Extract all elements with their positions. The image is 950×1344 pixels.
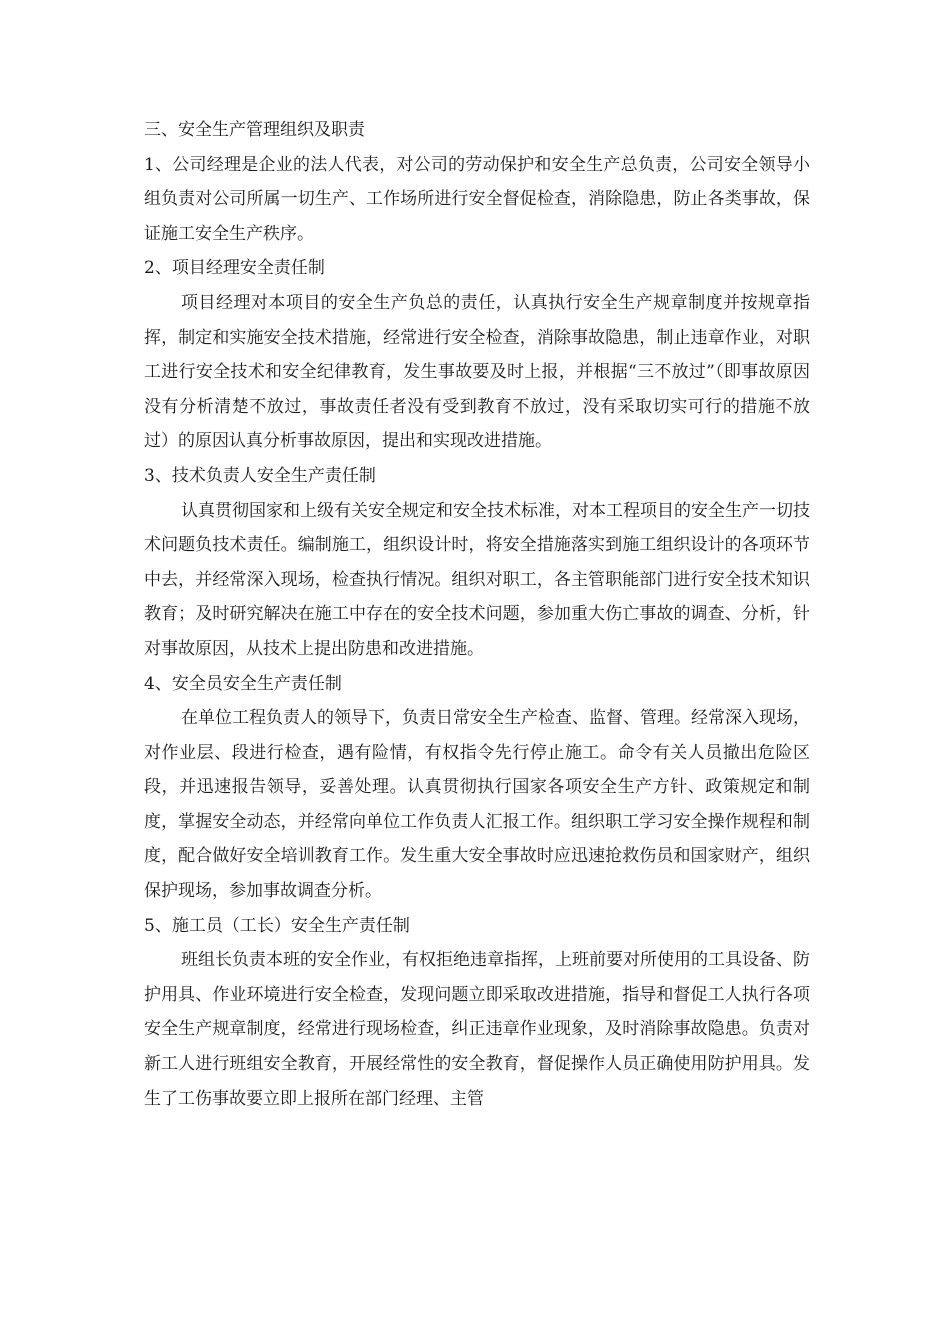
item-heading-technical-lead: 3、技术负责人安全生产责任制 [144, 465, 376, 486]
document-body [144, 113, 810, 1116]
item-body-project-manager: 项目经理对本项目的安全生产负总的责任，认真执行安全生产规章制度并按规章指挥，制定和实施安全技术措施，经常进行安全检查，消除事故隐患，制止违章作业，对职工进行安全技术和安全纪律教育，发生事故要及时上报，并根据“三不放过”（即事故原因没有分析清楚不放过，事故责任者没有受到教育不放过，没有采取切实可行的措施不放过）的原因认真分析事故原因，提出和实现改进措施。 [144, 292, 810, 452]
item-body-safety-officer: 在单位工程负责人的领导下，负责日常安全生产检查、监督、管理。经常深入现场，对作业层、段进行检查，遇有险情，有权指令先行停止施工。命令有关人员撤出危险区段，并迅速报告领导，妥善处理。认真贯彻执行国家各项安全生产方针、政策规定和制度，掌握安全动态，并经常向单位工作负责人汇报工作。组织职工学习安全操作规程和制度，配合做好安全培训教育工作。发生重大安全事故时应迅速抢救伤员和国家财产，组织保护现场，参加事故调查分析。 [144, 708, 810, 902]
item-heading-safety-officer: 4、安全员安全生产责任制 [144, 673, 342, 694]
item-body-foreman: 班组长负责本班的安全作业，有权拒绝违章指挥，上班前要对所使用的工具设备、防护用具、作业环境进行安全检查，发现问题立即采取改进措施，指导和督促工人执行各项安全生产规章制度，经常进行现场检查，纠正违章作业现象，及时消除事故隐患。负责对新工人进行班组安全教育，开展经常性的安全教育，督促操作人员正确使用防护用具。发生了工伤事故要立即上报所在部门经理、主管 [144, 950, 810, 1109]
intro-paragraph: 1、公司经理是企业的法人代表，对公司的劳动保护和安全生产总负责，公司安全领导小组负责对公司所属一切生产、工作场所进行安全督促检查，消除隐患，防止各类事故，保证施工安全生产秩序。 [144, 154, 810, 244]
section-title: 三、安全生产管理组织及职责 [144, 120, 365, 140]
item-heading-foreman: 5、施工员（工长）安全生产责任制 [144, 915, 410, 936]
item-heading-project-manager: 2、项目经理安全责任制 [144, 258, 325, 279]
item-body-technical-lead: 认真贯彻国家和上级有关安全规定和安全技术标准，对本工程项目的安全生产一切技术问题负技术责任。编制施工，组织设计时，将安全措施落实到施工组织设计的各项环节中去，并经常深入现场，检查执行情况。组织对职工，各主管职能部门进行安全技术知识教育；及时研究解决在施工中存在的安全技术问题，参加重大伤亡事故的调查、分析，针对事故原因，从技术上提出防患和改进措施。 [144, 500, 810, 659]
